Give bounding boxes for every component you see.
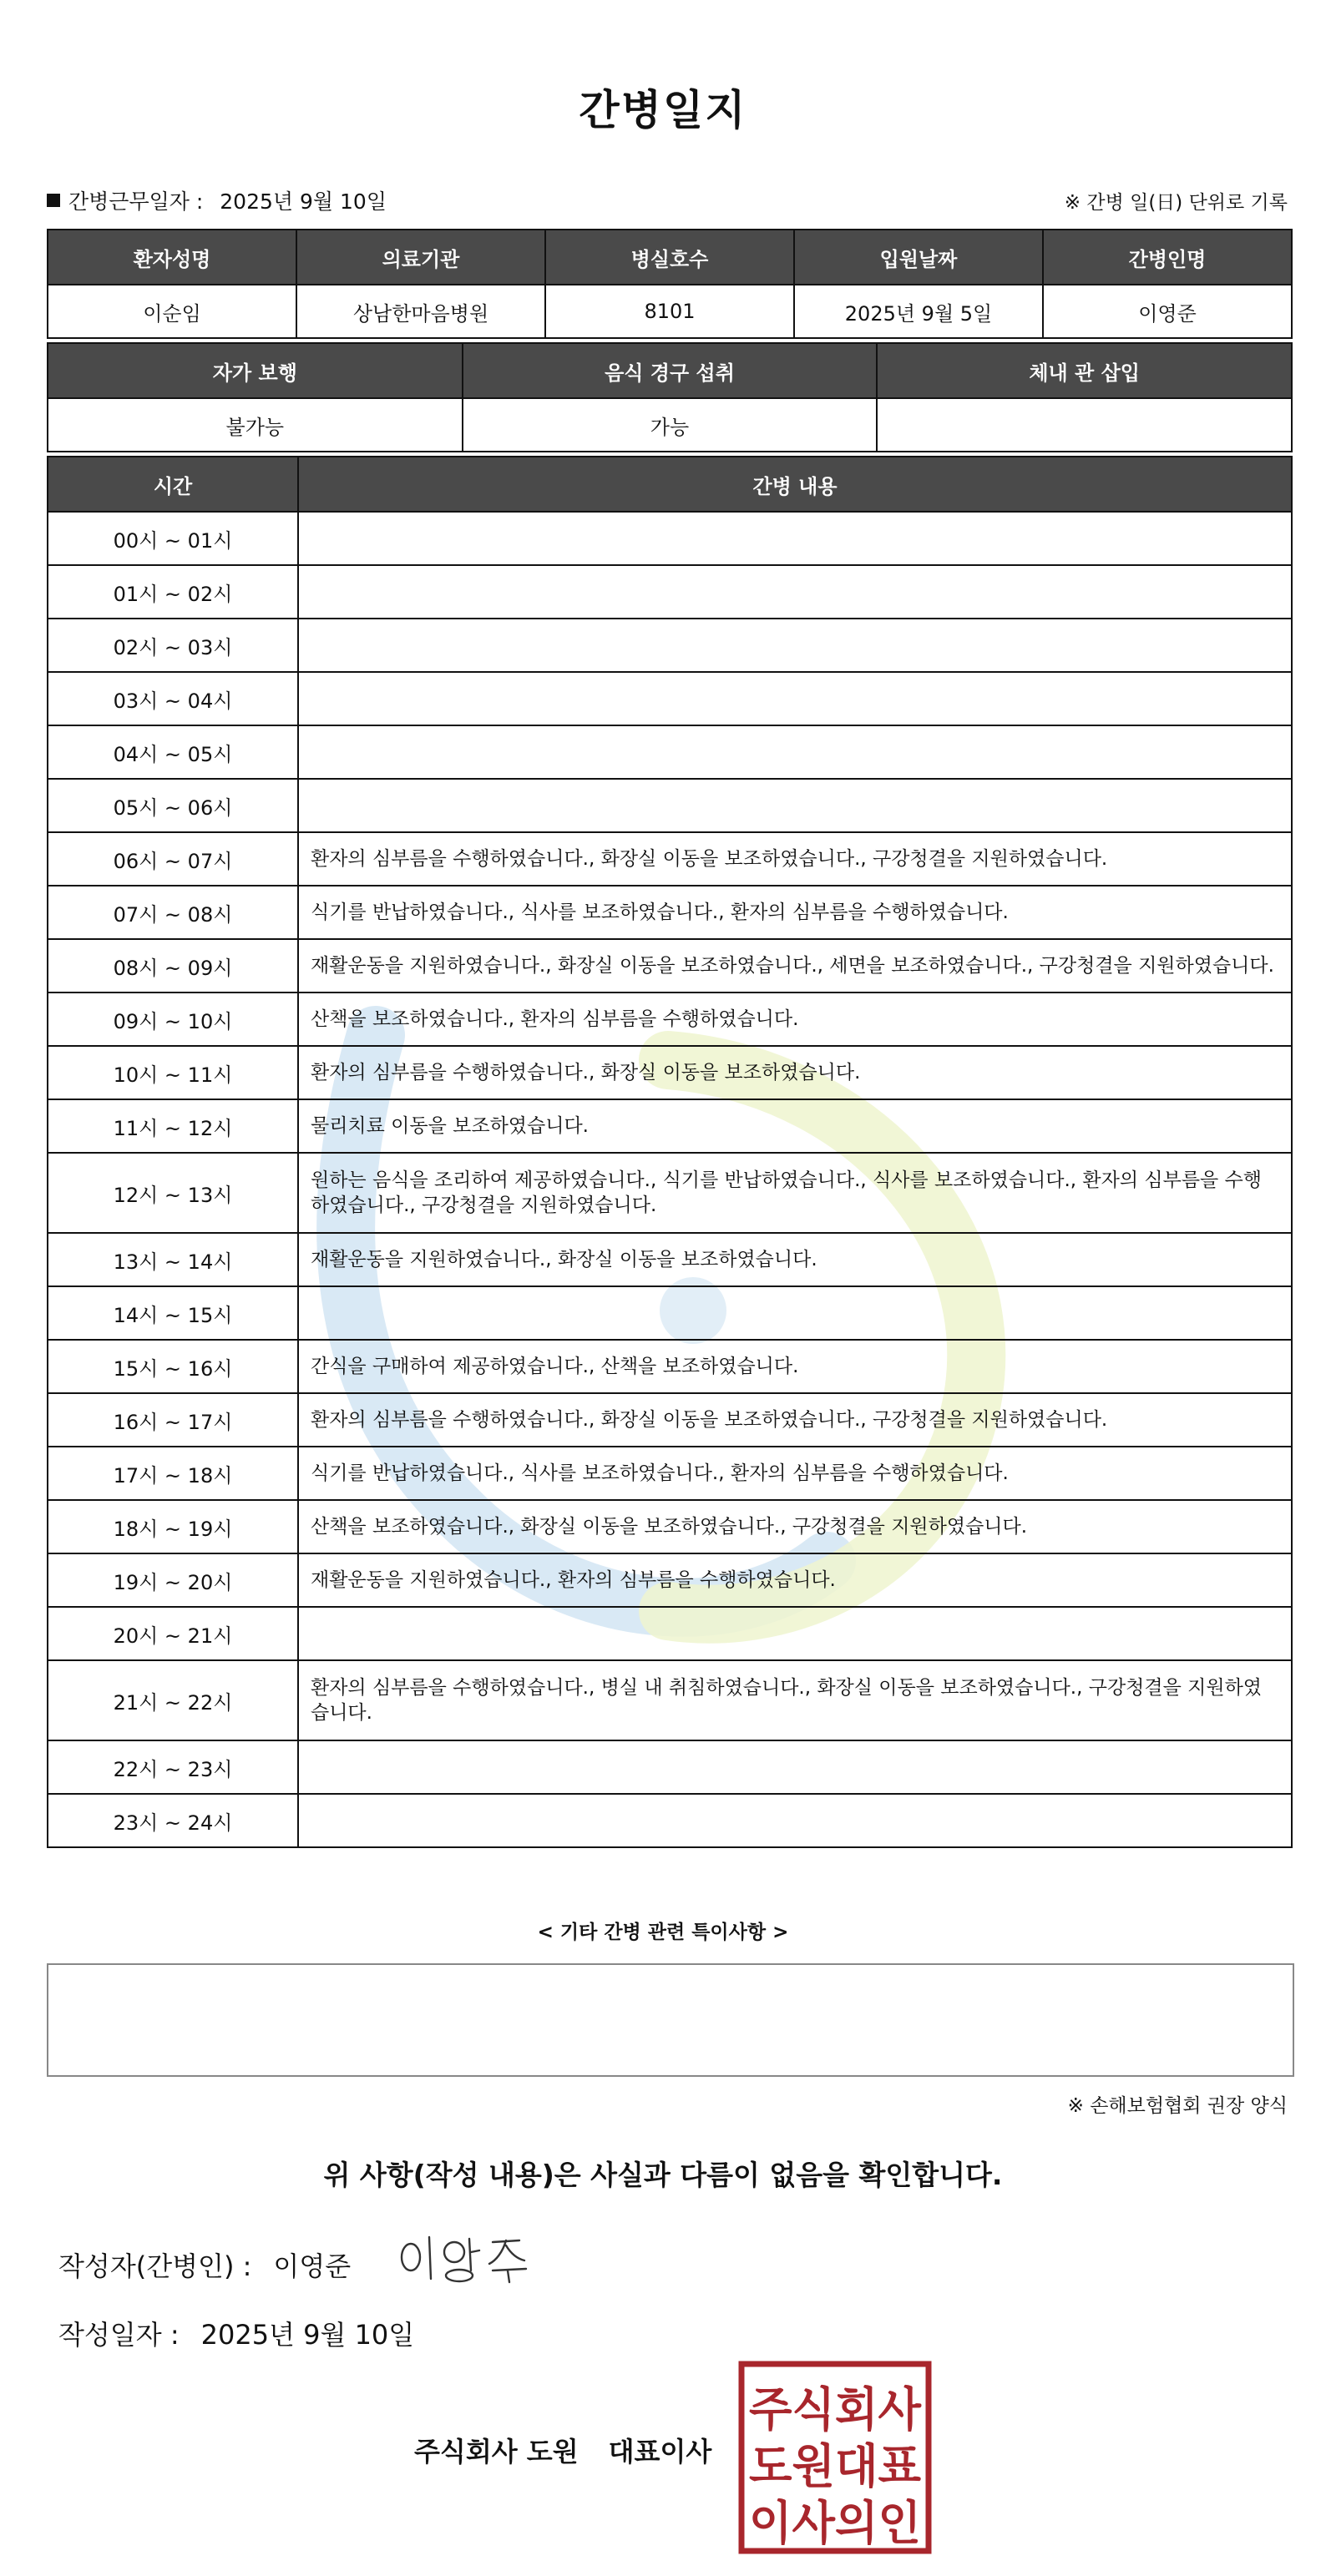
header-caregiver: 간병인명 [1043, 230, 1292, 285]
header-patient-name: 환자성명 [48, 230, 296, 285]
document-title: 간병일지 [579, 86, 747, 134]
log-content: 산책을 보조하였습니다., 환자의 심부름을 수행하였습니다. [298, 993, 1292, 1046]
form-note: ※ 손해보험협회 권장 양식 [1067, 2095, 1288, 2117]
log-time: 05시 ~ 06시 [48, 779, 298, 832]
log-content [298, 619, 1292, 672]
log-time: 09시 ~ 10시 [48, 993, 298, 1046]
log-time: 17시 ~ 18시 [48, 1447, 298, 1500]
log-time: 19시 ~ 20시 [48, 1553, 298, 1607]
log-row [48, 1393, 1292, 1447]
log-time: 18시 ~ 19시 [48, 1500, 298, 1553]
room-number: 8101 [545, 285, 794, 338]
log-time: 14시 ~ 15시 [48, 1286, 298, 1340]
log-content: 원하는 음식을 조리하여 제공하였습니다., 식기를 반납하였습니다., 식사를 보조하였습니다., 환자의 심부름을 수행하였습니다., 구강청결을 지원하였습니다. [298, 1153, 1292, 1233]
write-date-value: 2025년 9월 10일 [200, 2319, 415, 2351]
log-row [48, 672, 1292, 725]
log-row [48, 565, 1292, 619]
log-time: 20시 ~ 21시 [48, 1607, 298, 1660]
caregiver-name: 이영준 [1043, 285, 1292, 338]
log-content: 식기를 반납하였습니다., 식사를 보조하였습니다., 환자의 심부름을 수행하였습니다. [298, 1447, 1292, 1500]
company-role: 대표이사 [608, 2436, 712, 2467]
company-seal-stamp [738, 2361, 932, 2554]
svg-text:이사의인: 이사의인 [749, 2497, 921, 2551]
log-content [298, 1286, 1292, 1340]
log-content [298, 512, 1292, 565]
log-row [48, 939, 1292, 993]
unit-note: ※ 간병 일(日) 단위로 기록 [1064, 192, 1288, 214]
log-row [48, 1099, 1292, 1153]
log-row [48, 1607, 1292, 1660]
header-tube: 체내 관 삽입 [877, 343, 1292, 398]
log-time: 10시 ~ 11시 [48, 1046, 298, 1099]
log-content [298, 1794, 1292, 1847]
header-walking: 자가 보행 [48, 343, 463, 398]
log-content [298, 672, 1292, 725]
log-time: 04시 ~ 05시 [48, 725, 298, 779]
log-time: 03시 ~ 04시 [48, 672, 298, 725]
log-row [48, 1500, 1292, 1553]
log-time: 11시 ~ 12시 [48, 1099, 298, 1153]
log-row [48, 619, 1292, 672]
work-date-label: 간병근무일자 : [68, 189, 204, 214]
log-content [298, 1607, 1292, 1660]
handwritten-signature [394, 2227, 536, 2286]
writer-label: 작성자(간병인) : [58, 2250, 252, 2282]
work-date-line [47, 185, 387, 215]
log-time: 16시 ~ 17시 [48, 1393, 298, 1447]
log-time: 02시 ~ 03시 [48, 619, 298, 672]
patient-info-table [47, 229, 1293, 339]
write-date-line [58, 2314, 414, 2352]
svg-text:도원대표: 도원대표 [749, 2440, 921, 2494]
log-time: 23시 ~ 24시 [48, 1794, 298, 1847]
header-care-content: 간병 내용 [298, 457, 1292, 512]
log-row [48, 1233, 1292, 1286]
log-row [48, 1153, 1292, 1233]
writer-name: 이영준 [273, 2250, 352, 2282]
patient-status-table [47, 342, 1293, 452]
log-content: 간식을 구매하여 제공하였습니다., 산책을 보조하였습니다. [298, 1340, 1292, 1393]
svg-text:주식회사: 주식회사 [749, 2383, 922, 2437]
hospital-name: 상남한마음병원 [296, 285, 545, 338]
log-content: 재활운동을 지원하였습니다., 화장실 이동을 보조하였습니다., 세면을 보조하였습니다., 구강청결을 지원하였습니다. [298, 939, 1292, 993]
log-row [48, 512, 1292, 565]
log-row [48, 1660, 1292, 1740]
log-row [48, 1794, 1292, 1847]
log-row [48, 1286, 1292, 1340]
header-oral-intake: 음식 경구 섭취 [463, 343, 878, 398]
log-content: 산책을 보조하였습니다., 화장실 이동을 보조하였습니다., 구강청결을 지원하였습니다. [298, 1500, 1292, 1553]
log-content: 재활운동을 지원하였습니다., 화장실 이동을 보조하였습니다. [298, 1233, 1292, 1286]
log-row [48, 886, 1292, 939]
patient-name: 이순임 [48, 285, 296, 338]
log-time: 08시 ~ 09시 [48, 939, 298, 993]
walking-value: 불가능 [48, 398, 463, 452]
log-content [298, 779, 1292, 832]
log-content: 환자의 심부름을 수행하였습니다., 화장실 이동을 보조하였습니다. [298, 1046, 1292, 1099]
log-time: 15시 ~ 16시 [48, 1340, 298, 1393]
log-row [48, 832, 1292, 886]
log-row [48, 1046, 1292, 1099]
remarks-box [47, 1963, 1294, 2077]
log-content: 식기를 반납하였습니다., 식사를 보조하였습니다., 환자의 심부름을 수행하였습니다. [298, 886, 1292, 939]
company-line [414, 2431, 711, 2469]
log-row [48, 1740, 1292, 1794]
admission-date: 2025년 9월 5일 [794, 285, 1043, 338]
log-time: 22시 ~ 23시 [48, 1740, 298, 1794]
log-time: 21시 ~ 22시 [48, 1660, 298, 1740]
log-time: 06시 ~ 07시 [48, 832, 298, 886]
write-date-label: 작성일자 : [58, 2319, 180, 2351]
log-time: 13시 ~ 14시 [48, 1233, 298, 1286]
log-row [48, 1340, 1292, 1393]
log-content: 환자의 심부름을 수행하였습니다., 병실 내 취침하였습니다., 화장실 이동을 보조하였습니다., 구강청결을 지원하였습니다. [298, 1660, 1292, 1740]
log-row [48, 1447, 1292, 1500]
writer-line [58, 2245, 351, 2284]
log-content [298, 1740, 1292, 1794]
care-log-table [47, 456, 1293, 1848]
log-content: 재활운동을 지원하였습니다., 환자의 심부름을 수행하였습니다. [298, 1553, 1292, 1607]
work-date-value: 2025년 9월 10일 [220, 189, 387, 214]
log-row [48, 993, 1292, 1046]
confirmation-statement: 위 사항(작성 내용)은 사실과 다름이 없음을 확인합니다. [323, 2159, 1003, 2191]
log-content [298, 565, 1292, 619]
log-row [48, 779, 1292, 832]
log-time: 12시 ~ 13시 [48, 1153, 298, 1233]
header-room: 병실호수 [545, 230, 794, 285]
log-time: 07시 ~ 08시 [48, 886, 298, 939]
remarks-label: < 기타 간병 관련 특이사항 > [537, 1922, 789, 1943]
header-hospital: 의료기관 [296, 230, 545, 285]
oral-intake-value: 가능 [463, 398, 878, 452]
log-row [48, 1553, 1292, 1607]
log-content: 물리치료 이동을 보조하였습니다. [298, 1099, 1292, 1153]
log-time: 01시 ~ 02시 [48, 565, 298, 619]
log-content: 환자의 심부름을 수행하였습니다., 화장실 이동을 보조하였습니다., 구강청결을 지원하였습니다. [298, 832, 1292, 886]
bullet-square-icon [47, 194, 60, 207]
log-content [298, 725, 1292, 779]
log-row [48, 725, 1292, 779]
header-time: 시간 [48, 457, 298, 512]
tube-value [877, 398, 1292, 452]
log-content: 환자의 심부름을 수행하였습니다., 화장실 이동을 보조하였습니다., 구강청결을 지원하였습니다. [298, 1393, 1292, 1447]
header-admission-date: 입원날짜 [794, 230, 1043, 285]
log-time: 00시 ~ 01시 [48, 512, 298, 565]
company-name: 주식회사 도원 [414, 2436, 579, 2467]
